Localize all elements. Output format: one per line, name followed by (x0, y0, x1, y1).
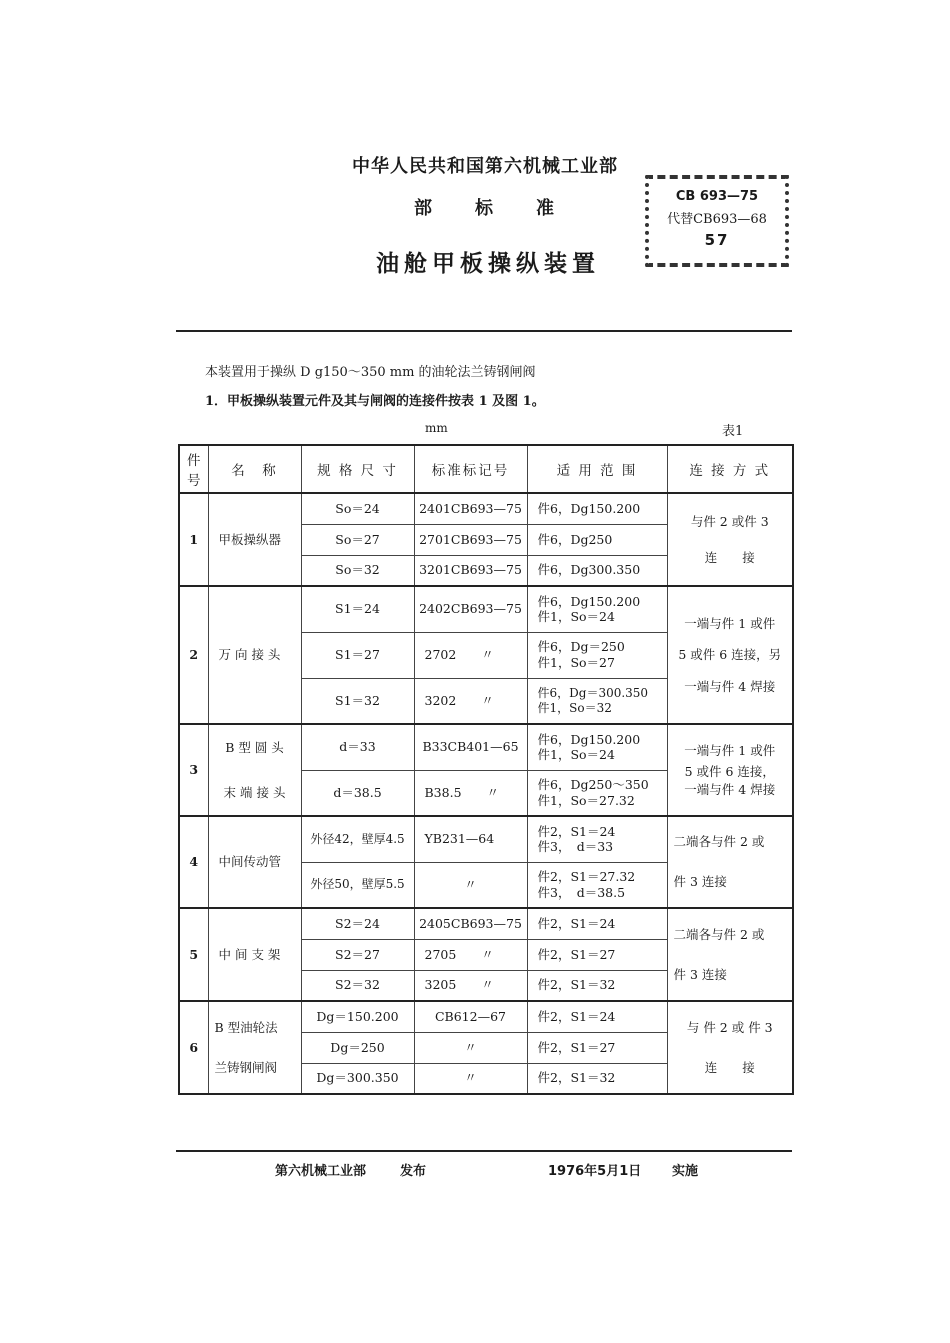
table-row (179, 908, 793, 939)
table-row (179, 1001, 793, 1032)
range-line: 件2，S1＝27 (537, 1039, 616, 1055)
footer-publish: 发布 (400, 1164, 427, 1179)
footer-divider (176, 1150, 792, 1152)
page-number: 57 (704, 231, 730, 249)
connection-line: 连 接 (704, 549, 755, 565)
part-no: 5 (179, 908, 208, 1001)
part-name-line: 兰铸钢闸阀 (214, 1059, 278, 1075)
connection-line: 二端各与件 2 或 (673, 926, 765, 942)
part-name-line: B 型 圆 头 (208, 724, 301, 770)
components-table (178, 444, 794, 1095)
range-cell (527, 770, 667, 816)
connection-line: 5 或件 6 连接，另 (678, 647, 782, 663)
standard-type-char: 部 (414, 198, 432, 219)
range-cell (527, 493, 667, 524)
mark-cell: 2405CB693—75 (414, 908, 527, 939)
table-header-row (179, 445, 793, 493)
spec-cell: S1＝32 (301, 678, 414, 724)
mark-cell: B38.5 〃 (414, 770, 527, 816)
spec-cell: S2＝27 (301, 939, 414, 970)
range-cell (527, 724, 667, 770)
range-line: 件1，So＝24 (537, 609, 615, 625)
standard-code: CB 693—75 (675, 189, 759, 204)
range-line: 件2，S1＝32 (537, 1070, 616, 1086)
range-line: 件6，Dg250 (537, 531, 613, 547)
part-no: 1 (179, 493, 208, 586)
range-line: 件6，Dg150.200 (537, 593, 641, 609)
connection-line: 连 接 (704, 1059, 755, 1075)
connection-line: 一端与件 4 焊接 (684, 678, 776, 694)
range-line: 件6，Dg250～350 (537, 777, 649, 793)
footer-effective-date: 1976年5月1日 (548, 1164, 642, 1179)
range-line: 件6，Dg＝300.350 (537, 685, 649, 700)
range-cell (527, 816, 667, 862)
spec-cell: S2＝32 (301, 970, 414, 1001)
mark-cell: 2401CB693—75 (414, 493, 527, 524)
part-name: 万 向 接 头 (208, 586, 301, 724)
range-cell (527, 862, 667, 908)
connection-line: 5 或件 6 连接， (684, 764, 775, 780)
connection-line: 一端与件 4 焊接 (684, 781, 776, 797)
range-line: 件6，Dg150.200 (537, 500, 641, 516)
range-line: 件6，Dg300.350 (537, 562, 641, 578)
spec-cell: So＝27 (301, 524, 414, 555)
connection-cell (667, 908, 793, 1001)
range-line: 件2，S1＝27 (537, 946, 616, 962)
range-cell (527, 1001, 667, 1032)
range-line: 件1，So＝27.32 (537, 792, 635, 808)
standard-type (414, 194, 554, 220)
header-divider (176, 330, 792, 332)
header-range: 适 用 范 围 (527, 445, 667, 493)
range-cell (527, 970, 667, 1001)
mark-cell: B33CB401—65 (414, 724, 527, 770)
connection-line: 一端与件 1 或件 (684, 742, 776, 758)
spec-cell: Dg＝300.350 (301, 1063, 414, 1094)
replaces-code: 代替CB693—68 (667, 212, 767, 227)
spec-cell: So＝24 (301, 493, 414, 524)
mark-cell: 3205 〃 (414, 970, 527, 1001)
range-line: 件3， d＝33 (537, 839, 614, 855)
table-row (179, 724, 793, 770)
range-cell (527, 1063, 667, 1094)
range-line: 件6，Dg＝250 (537, 639, 625, 655)
mark-cell: 2705 〃 (414, 939, 527, 970)
part-name (208, 1001, 301, 1094)
spec-cell: S1＝27 (301, 632, 414, 678)
range-cell (527, 1032, 667, 1063)
header-mark: 标准标记号 (414, 445, 527, 493)
range-line: 件3， d＝38.5 (537, 884, 626, 900)
connection-cell (667, 1001, 793, 1094)
unit-label: mm (425, 421, 448, 435)
part-name: 中 间 支 架 (208, 908, 301, 1001)
connection-line: 件 3 连接 (673, 874, 727, 889)
range-line: 件1，So＝32 (537, 700, 612, 715)
standard-type-char: 标 (475, 198, 493, 219)
part-no: 4 (179, 816, 208, 908)
spec-cell: 外径42，壁厚4.5 (301, 816, 414, 862)
range-line: 件2，S1＝32 (537, 977, 616, 993)
range-cell (527, 908, 667, 939)
header-connection: 连 接 方 式 (667, 445, 793, 493)
range-line: 件1，So＝24 (537, 747, 615, 763)
part-name-line: 末 端 接 头 (208, 770, 301, 816)
standard-type-char: 准 (536, 198, 554, 219)
range-line: 件1，So＝27 (537, 655, 615, 670)
range-line: 件2，S1＝27.32 (537, 869, 636, 885)
connection-cell (667, 816, 793, 908)
part-name-line: B 型油轮法 (214, 1019, 278, 1035)
spec-cell: S1＝24 (301, 586, 414, 632)
standard-code-box (645, 175, 789, 267)
mark-cell: 2702 〃 (414, 632, 527, 678)
intro-text: 本装置用于操纵 D g150～350 mm 的油轮法兰铸钢闸阀 (205, 365, 536, 380)
range-cell (527, 586, 667, 632)
footer-issuer: 第六机械工业部 (275, 1164, 367, 1179)
spec-cell: 外径50，壁厚5.5 (301, 862, 414, 908)
spec-cell: So＝32 (301, 555, 414, 586)
range-line: 件2，S1＝24 (537, 823, 616, 839)
part-no: 3 (179, 724, 208, 816)
part-name: 中间传动管 (208, 816, 301, 908)
connection-cell (667, 724, 793, 816)
part-name: 甲板操纵器 (208, 493, 301, 586)
connection-cell (667, 493, 793, 586)
clause-1: 1．甲板操纵装置元件及其与闸阀的连接件按表 1 及图 1。 (205, 394, 545, 409)
range-cell (527, 632, 667, 678)
mark-cell: 2402CB693—75 (414, 586, 527, 632)
connection-line: 件 3 连接 (673, 966, 727, 982)
mark-cell: 〃 (414, 862, 527, 908)
connection-line: 二端各与件 2 或 (673, 834, 765, 850)
spec-cell: d＝33 (301, 724, 414, 770)
range-line: 件2，S1＝24 (537, 915, 616, 931)
issuing-ministry: 中华人民共和国第六机械工业部 (352, 156, 618, 177)
footer-implement: 实施 (672, 1164, 699, 1179)
spec-cell: Dg＝150.200 (301, 1001, 414, 1032)
mark-cell: 3202 〃 (414, 678, 527, 724)
mark-cell: 2701CB693—75 (414, 524, 527, 555)
mark-cell: 3201CB693—75 (414, 555, 527, 586)
connection-line: 与 件 2 或 件 3 (686, 1019, 773, 1035)
table-row (179, 493, 793, 524)
part-no: 6 (179, 1001, 208, 1094)
range-line: 件6，Dg150.200 (537, 731, 641, 747)
table-row (179, 816, 793, 862)
spec-cell: Dg＝250 (301, 1032, 414, 1063)
mark-cell: 〃 (414, 1032, 527, 1063)
mark-cell: CB612—67 (414, 1001, 527, 1032)
header-part-no: 件号 (179, 445, 208, 493)
spec-cell: d＝38.5 (301, 770, 414, 816)
connection-line: 一端与件 1 或件 (684, 615, 776, 631)
spec-cell: S2＝24 (301, 908, 414, 939)
range-cell (527, 555, 667, 586)
document-title: 油舱甲板操纵装置 (376, 251, 600, 277)
part-no: 2 (179, 586, 208, 724)
connection-line: 与件 2 或件 3 (690, 513, 769, 529)
header-spec: 规 格 尺 寸 (301, 445, 414, 493)
mark-cell: YB231—64 (414, 816, 527, 862)
range-line: 件2，S1＝24 (537, 1008, 616, 1024)
connection-cell (667, 586, 793, 724)
range-cell (527, 939, 667, 970)
range-cell (527, 524, 667, 555)
range-cell (527, 678, 667, 724)
table-row (179, 586, 793, 632)
mark-cell: 〃 (414, 1063, 527, 1094)
table-label: 表1 (722, 424, 744, 439)
header-name: 名 称 (208, 445, 301, 493)
